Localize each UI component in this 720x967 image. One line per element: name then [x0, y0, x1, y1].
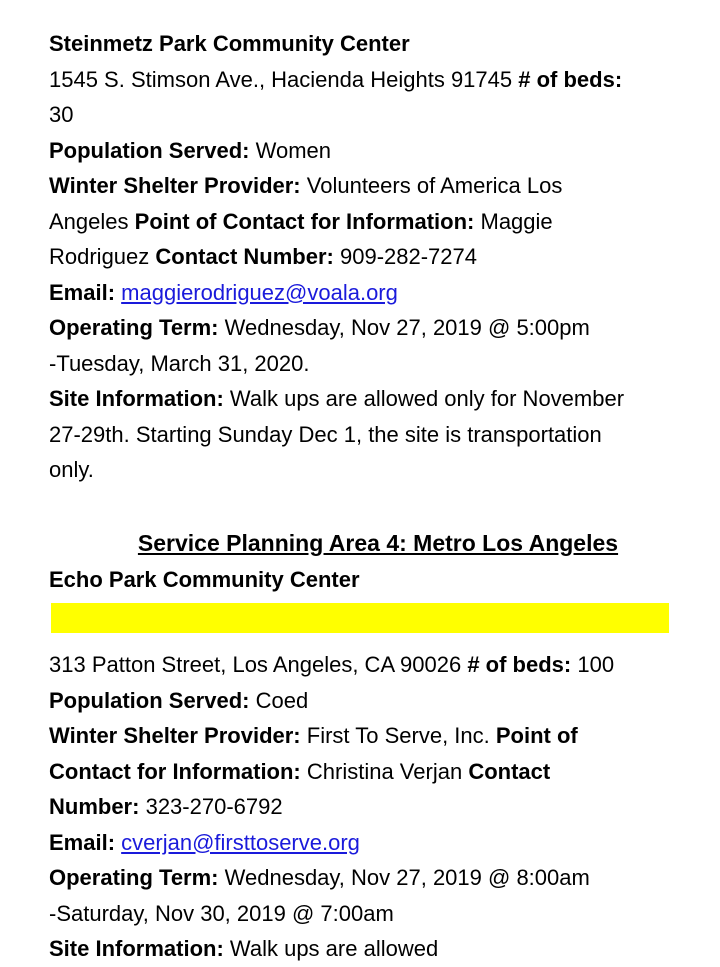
- provider-contact-line: [49, 204, 689, 240]
- contact-label-cont: Contact for Information:: [49, 758, 301, 784]
- beds-label: # of beds:: [518, 66, 623, 92]
- section-heading: Service Planning Area 4: Metro Los Angeles: [137, 530, 619, 556]
- population-value: Women: [255, 137, 332, 163]
- site-name: Steinmetz Park Community Center: [49, 31, 410, 56]
- email-line: [49, 825, 689, 861]
- site-name: Echo Park Community Center: [49, 566, 360, 592]
- email-label: Email:: [49, 279, 116, 305]
- contact-label: Point of Contact for Information:: [134, 208, 475, 234]
- site-info-value-cont: 27-29th. Starting Sunday Dec 1, the site is transportation: [49, 421, 602, 447]
- provider-value: First To Serve, Inc.: [306, 723, 490, 748]
- term-value-cont: -Saturday, Nov 30, 2019 @ 7:00am: [49, 900, 394, 926]
- address-text: 313 Patton Street, Los Angeles, CA 90026: [49, 652, 462, 677]
- address-text: 1545 S. Stimson Ave., Hacienda Heights 91745: [49, 66, 513, 92]
- term-value: Wednesday, Nov 27, 2019 @ 5:00pm: [224, 315, 590, 340]
- shelter-entry-steinmetz: [49, 26, 689, 488]
- phone-label: Contact Number:: [155, 244, 334, 269]
- phone-label-cont: Number:: [49, 794, 140, 819]
- term-line-cont: [49, 346, 689, 382]
- beds-label: # of beds:: [467, 652, 572, 677]
- site-info-line: [49, 381, 689, 417]
- population-label: Population Served:: [49, 137, 250, 163]
- provider-line: [49, 168, 689, 204]
- site-info-line-3: [49, 452, 689, 488]
- provider-line: [49, 718, 689, 754]
- term-label: Operating Term:: [49, 865, 219, 890]
- phone-value: 909-282-7274: [339, 244, 477, 269]
- site-info-value-end: only.: [49, 457, 94, 482]
- site-info-value: Walk ups are allowed: [229, 936, 439, 961]
- site-info-label: Site Information:: [49, 936, 224, 961]
- shelter-entry-echo-park: [49, 562, 689, 967]
- term-value: Wednesday, Nov 27, 2019 @ 8:00am: [224, 865, 590, 890]
- phone-label: Contact: [468, 758, 551, 784]
- contact-value: Christina Verjan: [306, 758, 463, 784]
- email-link[interactable]: cverjan@firsttoserve.org: [121, 829, 360, 855]
- population-line: [49, 683, 689, 719]
- highlight-bar: [51, 603, 669, 633]
- site-info-line: [49, 931, 689, 967]
- beds-value: 30: [49, 102, 74, 127]
- entry-title: [49, 26, 689, 62]
- address-line: [49, 647, 689, 683]
- contact-line: [49, 754, 689, 790]
- term-line: [49, 310, 689, 346]
- site-info-value: Walk ups are allowed only for November: [229, 386, 625, 411]
- email-label: Email:: [49, 829, 116, 855]
- population-value: Coed: [255, 687, 309, 713]
- document-page: [49, 26, 689, 967]
- population-label: Population Served:: [49, 687, 250, 713]
- contact-value-cont: Rodriguez: [49, 244, 150, 269]
- email-line: [49, 275, 689, 311]
- population-line: [49, 133, 689, 169]
- phone-value: 323-270-6792: [145, 794, 283, 819]
- site-info-label: Site Information:: [49, 386, 224, 411]
- contact-value: Maggie: [480, 208, 553, 234]
- provider-label: Winter Shelter Provider:: [49, 723, 301, 748]
- entry-title: [49, 562, 689, 598]
- phone-line: [49, 789, 689, 825]
- term-label: Operating Term:: [49, 315, 219, 340]
- term-line: [49, 860, 689, 896]
- beds-value: 100: [577, 652, 615, 677]
- beds-line: [49, 97, 689, 133]
- provider-label: Winter Shelter Provider:: [49, 173, 301, 198]
- term-value-cont: -Tuesday, March 31, 2020.: [49, 350, 310, 376]
- blank-line: [49, 488, 689, 524]
- provider-value: Volunteers of America Los: [306, 173, 563, 198]
- site-info-line-2: [49, 417, 689, 453]
- email-link[interactable]: maggierodriguez@voala.org: [121, 279, 398, 305]
- term-line-cont: [49, 896, 689, 932]
- contact-phone-line: [49, 239, 689, 275]
- provider-value-cont: Angeles: [49, 208, 129, 234]
- address-line: [49, 62, 689, 98]
- contact-label: Point of: [495, 723, 578, 748]
